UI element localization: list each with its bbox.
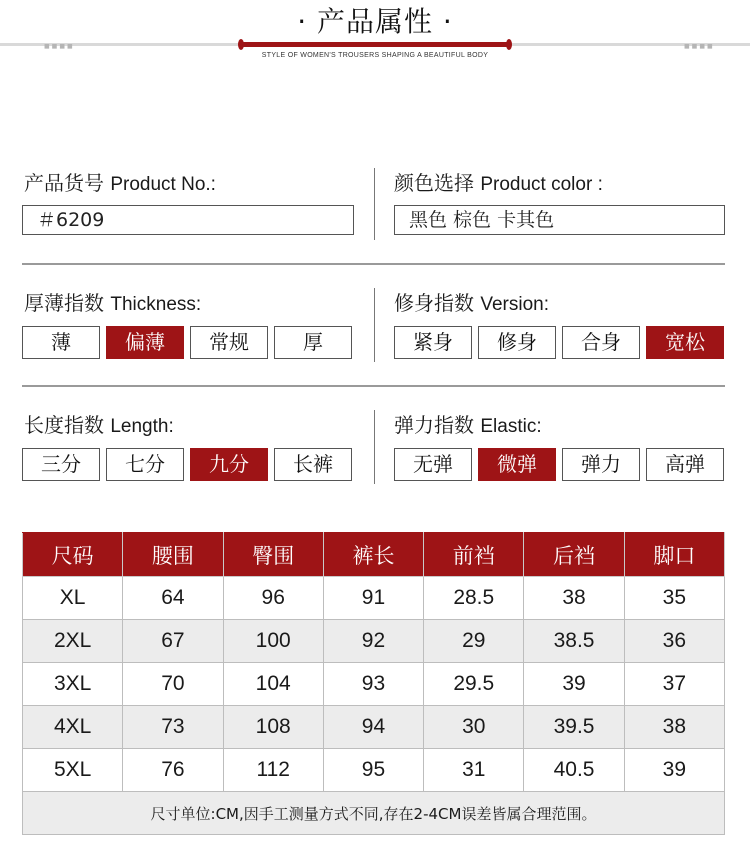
table-cell: 35	[624, 577, 724, 620]
table-cell: 40.5	[524, 749, 624, 792]
table-cell: 93	[323, 663, 423, 706]
table-cell: 38	[524, 577, 624, 620]
table-note-row	[23, 792, 725, 835]
table-row	[23, 663, 725, 706]
elastic-option-stretch[interactable]: 弹力	[562, 448, 640, 481]
table-cell: 76	[123, 749, 223, 792]
table-cell: 30	[424, 706, 524, 749]
length-option-full-length[interactable]: 长裤	[274, 448, 352, 481]
table-cell: XL	[23, 577, 123, 620]
table-cell: 5XL	[23, 749, 123, 792]
table-cell: 92	[323, 620, 423, 663]
vertical-divider-1	[374, 168, 375, 240]
column-header-size: 尺码	[23, 533, 123, 577]
elastic-option-high[interactable]: 高弹	[646, 448, 724, 481]
product-color-label-en: Product color :	[480, 174, 603, 195]
elastic-label-en: Elastic:	[480, 416, 542, 437]
table-row	[23, 706, 725, 749]
product-color-value: 黑色 棕色 卡其色	[394, 205, 725, 235]
table-cell: 73	[123, 706, 223, 749]
version-option-slim[interactable]: 修身	[478, 326, 556, 359]
product-color-label	[394, 170, 603, 198]
product-no-value: ＃6209	[22, 205, 354, 235]
table-cell: 112	[223, 749, 323, 792]
table-cell: 28.5	[424, 577, 524, 620]
product-color-label-cn: 颜色选择	[394, 171, 474, 195]
version-option-loose[interactable]: 宽松	[646, 326, 724, 359]
table-cell: 108	[223, 706, 323, 749]
header-line-left	[0, 43, 240, 46]
thickness-label	[24, 290, 201, 318]
version-option-fitted[interactable]: 合身	[562, 326, 640, 359]
header-dots-left: ■■■■	[44, 43, 75, 50]
length-option-three-tenths[interactable]: 三分	[22, 448, 100, 481]
length-option-seven-tenths[interactable]: 七分	[106, 448, 184, 481]
header-banner	[0, 0, 750, 70]
thickness-options	[22, 326, 352, 359]
table-cell: 38	[624, 706, 724, 749]
table-cell: 91	[323, 577, 423, 620]
vertical-divider-3	[374, 410, 375, 484]
thickness-option-slightly-thin[interactable]: 偏薄	[106, 326, 184, 359]
table-cell: 104	[223, 663, 323, 706]
thickness-option-thick[interactable]: 厚	[274, 326, 352, 359]
column-header-waist: 腰围	[123, 533, 223, 577]
elastic-option-none[interactable]: 无弹	[394, 448, 472, 481]
table-cell: 29.5	[424, 663, 524, 706]
table-cell: 39.5	[524, 706, 624, 749]
column-header-hip: 臀围	[223, 533, 323, 577]
table-cell: 39	[624, 749, 724, 792]
elastic-label-cn: 弹力指数	[394, 413, 474, 437]
page-subtitle: STYLE OF WOMEN'S TROUSERS SHAPING A BEAUTIFUL BODY	[261, 52, 489, 59]
table-row	[23, 749, 725, 792]
version-label-en: Version:	[480, 294, 550, 315]
length-options	[22, 448, 352, 481]
table-cell: 95	[323, 749, 423, 792]
table-cell: 29	[424, 620, 524, 663]
table-cell: 67	[123, 620, 223, 663]
version-option-tight[interactable]: 紧身	[394, 326, 472, 359]
version-label-cn: 修身指数	[394, 291, 474, 315]
size-table-header-row	[23, 533, 725, 577]
table-cell: 94	[323, 706, 423, 749]
product-no-label-cn: 产品货号	[24, 171, 104, 195]
table-cell: 70	[123, 663, 223, 706]
table-cell: 37	[624, 663, 724, 706]
header-accent-bar	[240, 42, 510, 47]
table-row	[23, 577, 725, 620]
header-dots-right: ■■■■	[684, 43, 715, 50]
elastic-options	[394, 448, 724, 481]
table-cell: 36	[624, 620, 724, 663]
product-no-label-en: Product No.:	[110, 174, 216, 195]
table-cell: 4XL	[23, 706, 123, 749]
thickness-option-thin[interactable]: 薄	[22, 326, 100, 359]
size-table	[22, 532, 725, 835]
table-cell: 100	[223, 620, 323, 663]
length-option-nine-tenths[interactable]: 九分	[190, 448, 268, 481]
section-divider-1	[22, 263, 725, 265]
table-cell: 38.5	[524, 620, 624, 663]
thickness-option-regular[interactable]: 常规	[190, 326, 268, 359]
elastic-label	[394, 412, 542, 440]
thickness-label-en: Thickness:	[110, 294, 202, 315]
table-cell: 31	[424, 749, 524, 792]
column-header-leg-opening: 脚口	[624, 533, 724, 577]
version-label	[394, 290, 549, 318]
section-divider-2	[22, 385, 725, 387]
table-cell: 64	[123, 577, 223, 620]
length-label	[24, 412, 174, 440]
table-cell: 3XL	[23, 663, 123, 706]
column-header-front-rise: 前裆	[424, 533, 524, 577]
column-header-length: 裤长	[323, 533, 423, 577]
table-cell: 96	[223, 577, 323, 620]
table-row	[23, 620, 725, 663]
measurement-note: 尺寸单位:CM,因手工测量方式不同,存在2-4CM误差皆属合理范围。	[23, 792, 725, 835]
thickness-label-cn: 厚薄指数	[24, 291, 104, 315]
page-title: · 产品属性 ·	[297, 5, 453, 38]
table-cell: 2XL	[23, 620, 123, 663]
elastic-option-slight[interactable]: 微弹	[478, 448, 556, 481]
product-no-label	[24, 170, 216, 198]
length-label-cn: 长度指数	[24, 413, 104, 437]
vertical-divider-2	[374, 288, 375, 362]
version-options	[394, 326, 724, 359]
column-header-back-rise: 后裆	[524, 533, 624, 577]
length-label-en: Length:	[110, 416, 174, 437]
table-cell: 39	[524, 663, 624, 706]
